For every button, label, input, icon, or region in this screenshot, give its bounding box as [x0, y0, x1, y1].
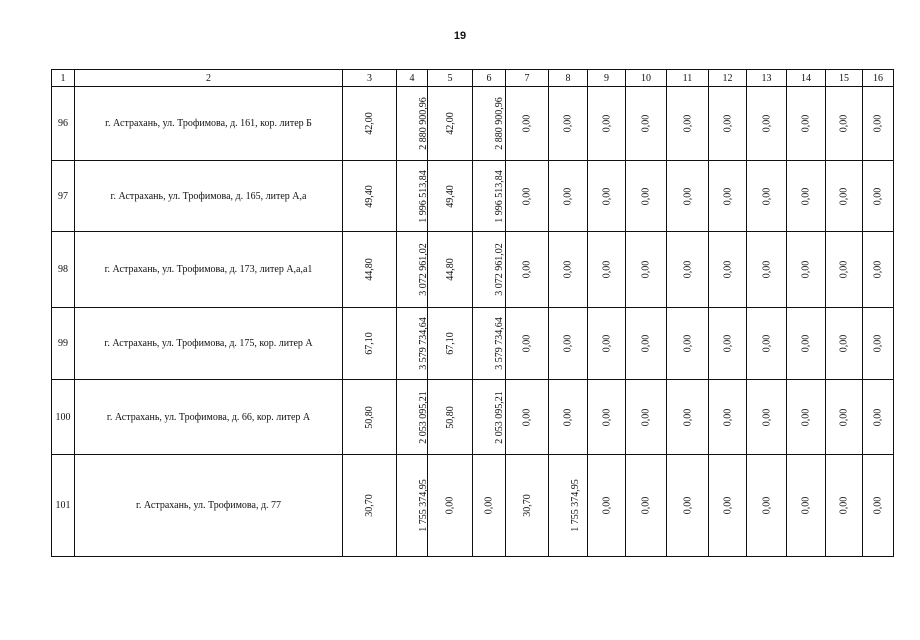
value-text: 0,00: [761, 187, 772, 205]
row-number-cell: 98: [52, 232, 75, 308]
value-cell: [428, 161, 473, 232]
value-cell: [826, 232, 863, 308]
column-header: 16: [863, 70, 894, 87]
column-header: 11: [667, 70, 709, 87]
value-text: 0,00: [800, 114, 812, 133]
value-cell: [588, 161, 626, 232]
value-text: 0,00: [838, 260, 850, 279]
value-text: 0,00: [682, 334, 693, 353]
value-cell: [826, 87, 863, 161]
value-cell: [506, 232, 549, 308]
address-cell: г. Астрахань, ул. Трофимова, д. 175, кор. литер А: [75, 308, 343, 380]
value-cell: [506, 161, 549, 232]
value-text: 0,00: [601, 260, 612, 279]
value-text: 0,00: [562, 187, 574, 205]
value-cell: [343, 455, 397, 557]
value-cell: [626, 232, 667, 308]
column-header: 8: [549, 70, 588, 87]
column-header: 5: [428, 70, 473, 87]
column-header: 10: [626, 70, 667, 87]
value-text: 0,00: [521, 187, 533, 205]
value-cell: [506, 87, 549, 161]
column-number-row: [52, 70, 894, 87]
value-cell: [473, 380, 506, 455]
value-cell: [549, 87, 588, 161]
value-cell: [787, 380, 826, 455]
value-text: 2 053 095,21: [417, 390, 429, 444]
value-text: 0,00: [682, 260, 693, 279]
value-cell: [667, 455, 709, 557]
value-cell: [506, 308, 549, 380]
column-header: 4: [397, 70, 428, 87]
value-text: 0,00: [640, 408, 652, 426]
value-cell: [863, 455, 894, 557]
value-cell: [428, 232, 473, 308]
value-text: 0,00: [601, 408, 612, 426]
value-text: 0,00: [521, 260, 533, 279]
value-cell: [343, 232, 397, 308]
value-text: 44,80: [364, 258, 375, 281]
address-cell: г. Астрахань, ул. Трофимова, д. 173, литер А,а,а1: [75, 232, 343, 308]
value-cell: [709, 87, 747, 161]
address-cell: г. Астрахань, ул. Трофимова, д. 66, кор. литер А: [75, 380, 343, 455]
value-cell: [747, 455, 787, 557]
value-cell: [343, 380, 397, 455]
value-cell: [863, 232, 894, 308]
value-cell: [863, 308, 894, 380]
value-cell: [397, 455, 428, 557]
column-header: 9: [588, 70, 626, 87]
value-text: 0,00: [872, 114, 884, 133]
value-cell: [428, 380, 473, 455]
row-number-cell: 96: [52, 87, 75, 161]
value-cell: [787, 87, 826, 161]
value-cell: [626, 87, 667, 161]
value-cell: [343, 308, 397, 380]
row-number-cell: 101: [52, 455, 75, 557]
table-row: [52, 232, 894, 308]
value-text: 2 880 900,96: [493, 97, 505, 150]
row-number-cell: 99: [52, 308, 75, 380]
value-cell: [787, 308, 826, 380]
value-text: 0,00: [640, 187, 652, 205]
value-cell: [549, 161, 588, 232]
value-text: 2 880 900,96: [417, 97, 429, 150]
value-text: 0,00: [838, 334, 850, 353]
value-text: 0,00: [640, 114, 652, 133]
table-row: [52, 455, 894, 557]
value-text: 0,00: [483, 496, 495, 515]
value-text: 0,00: [722, 187, 733, 205]
value-cell: [747, 308, 787, 380]
value-text: 49,40: [364, 184, 375, 208]
column-header: 13: [747, 70, 787, 87]
value-cell: [709, 161, 747, 232]
data-table: [51, 69, 894, 557]
value-text: 0,00: [800, 408, 812, 426]
value-cell: [397, 87, 428, 161]
value-cell: [667, 87, 709, 161]
value-text: 0,00: [682, 408, 693, 426]
value-text: 0,00: [722, 260, 733, 279]
value-cell: [428, 87, 473, 161]
value-text: 1 996 513,84: [493, 169, 505, 223]
value-text: 0,00: [761, 260, 772, 279]
value-text: 1 755 374,95: [417, 479, 429, 532]
value-text: 0,00: [838, 408, 850, 426]
value-text: 0,00: [872, 408, 884, 426]
value-cell: [787, 232, 826, 308]
value-cell: [787, 161, 826, 232]
value-text: 50,80: [444, 405, 456, 429]
value-cell: [709, 232, 747, 308]
value-text: 0,00: [872, 260, 884, 279]
value-text: 0,00: [872, 187, 884, 205]
value-text: 42,00: [364, 112, 375, 135]
value-text: 0,00: [722, 496, 733, 515]
value-text: 0,00: [761, 334, 772, 353]
table-row: [52, 380, 894, 455]
value-cell: [826, 380, 863, 455]
value-text: 0,00: [562, 408, 574, 426]
address-cell: г. Астрахань, ул. Трофимова, д. 161, кор. литер Б: [75, 87, 343, 161]
value-cell: [473, 455, 506, 557]
value-cell: [709, 455, 747, 557]
value-text: 30,70: [521, 494, 533, 517]
value-cell: [626, 308, 667, 380]
value-text: 0,00: [601, 334, 612, 353]
value-text: 0,00: [640, 334, 652, 353]
value-text: 2 053 095,21: [493, 390, 505, 444]
page-number: 19: [453, 30, 467, 42]
value-cell: [549, 455, 588, 557]
value-text: 0,00: [838, 496, 850, 515]
value-text: 0,00: [521, 114, 533, 133]
table-row: [52, 87, 894, 161]
value-cell: [863, 161, 894, 232]
value-cell: [549, 380, 588, 455]
value-cell: [397, 308, 428, 380]
value-cell: [667, 232, 709, 308]
column-header: 15: [826, 70, 863, 87]
value-cell: [826, 455, 863, 557]
value-text: 3 579 734,64: [493, 317, 505, 370]
value-cell: [863, 87, 894, 161]
value-cell: [397, 380, 428, 455]
value-text: 0,00: [761, 408, 772, 426]
address-cell: г. Астрахань, ул. Трофимова, д. 165, литер А,а: [75, 161, 343, 232]
value-text: 42,00: [444, 112, 456, 135]
value-text: 0,00: [838, 187, 850, 205]
value-cell: [588, 232, 626, 308]
value-text: 0,00: [800, 496, 812, 515]
value-text: 0,00: [444, 496, 456, 515]
value-text: 0,00: [521, 334, 533, 353]
value-text: 0,00: [800, 260, 812, 279]
column-header: 14: [787, 70, 826, 87]
value-cell: [428, 455, 473, 557]
value-cell: [863, 380, 894, 455]
address-cell: г. Астрахань, ул. Трофимова, д. 77: [75, 455, 343, 557]
value-text: 3 072 961,02: [417, 243, 429, 296]
column-header: 2: [75, 70, 343, 87]
value-cell: [397, 232, 428, 308]
value-cell: [747, 232, 787, 308]
value-text: 0,00: [601, 496, 612, 515]
value-cell: [343, 87, 397, 161]
value-text: 0,00: [521, 408, 533, 426]
value-text: 0,00: [800, 187, 812, 205]
value-text: 0,00: [761, 496, 772, 515]
value-text: 0,00: [722, 408, 733, 426]
value-text: 67,10: [364, 332, 375, 355]
column-header: 6: [473, 70, 506, 87]
column-header: 7: [506, 70, 549, 87]
column-header: 3: [343, 70, 397, 87]
value-cell: [343, 161, 397, 232]
table-body: [52, 70, 894, 557]
row-number-cell: 100: [52, 380, 75, 455]
value-cell: [747, 87, 787, 161]
value-text: 0,00: [682, 114, 693, 133]
value-text: 0,00: [761, 114, 772, 133]
value-cell: [549, 232, 588, 308]
value-cell: [549, 308, 588, 380]
value-cell: [826, 161, 863, 232]
row-number-cell: 97: [52, 161, 75, 232]
value-text: 49,40: [444, 184, 456, 208]
value-cell: [588, 380, 626, 455]
value-text: 0,00: [640, 496, 652, 515]
value-cell: [709, 380, 747, 455]
value-text: 0,00: [562, 260, 574, 279]
value-text: 0,00: [601, 114, 612, 133]
value-text: 0,00: [601, 187, 612, 205]
value-cell: [747, 161, 787, 232]
table-row: [52, 308, 894, 380]
value-cell: [626, 161, 667, 232]
value-text: 0,00: [872, 334, 884, 353]
value-cell: [709, 308, 747, 380]
value-cell: [588, 87, 626, 161]
table-row: [52, 161, 894, 232]
value-cell: [588, 455, 626, 557]
value-cell: [473, 232, 506, 308]
value-cell: [506, 380, 549, 455]
value-text: 67,10: [444, 332, 456, 355]
value-text: 3 072 961,02: [493, 243, 505, 296]
value-cell: [506, 455, 549, 557]
value-cell: [787, 455, 826, 557]
value-text: 0,00: [800, 334, 812, 353]
value-cell: [626, 380, 667, 455]
value-text: 3 579 734,64: [417, 317, 429, 370]
column-header: 1: [52, 70, 75, 87]
column-header: 12: [709, 70, 747, 87]
value-text: 0,00: [682, 496, 693, 515]
value-cell: [826, 308, 863, 380]
value-text: 0,00: [562, 114, 574, 133]
value-cell: [667, 380, 709, 455]
value-cell: [397, 161, 428, 232]
value-text: 0,00: [640, 260, 652, 279]
value-text: 0,00: [562, 334, 574, 353]
value-text: 0,00: [838, 114, 850, 133]
value-cell: [473, 308, 506, 380]
value-cell: [428, 308, 473, 380]
value-text: 0,00: [722, 334, 733, 353]
value-text: 0,00: [872, 496, 884, 515]
value-text: 44,80: [444, 258, 456, 281]
value-text: 50,80: [364, 405, 375, 429]
value-cell: [667, 308, 709, 380]
value-cell: [667, 161, 709, 232]
value-text: 1 996 513,84: [417, 169, 429, 223]
value-cell: [626, 455, 667, 557]
value-text: 0,00: [722, 114, 733, 133]
value-cell: [747, 380, 787, 455]
value-cell: [473, 87, 506, 161]
value-text: 30,70: [364, 494, 375, 517]
value-cell: [588, 308, 626, 380]
value-text: 1 755 374,95: [569, 479, 581, 532]
value-cell: [473, 161, 506, 232]
value-text: 0,00: [682, 187, 693, 205]
